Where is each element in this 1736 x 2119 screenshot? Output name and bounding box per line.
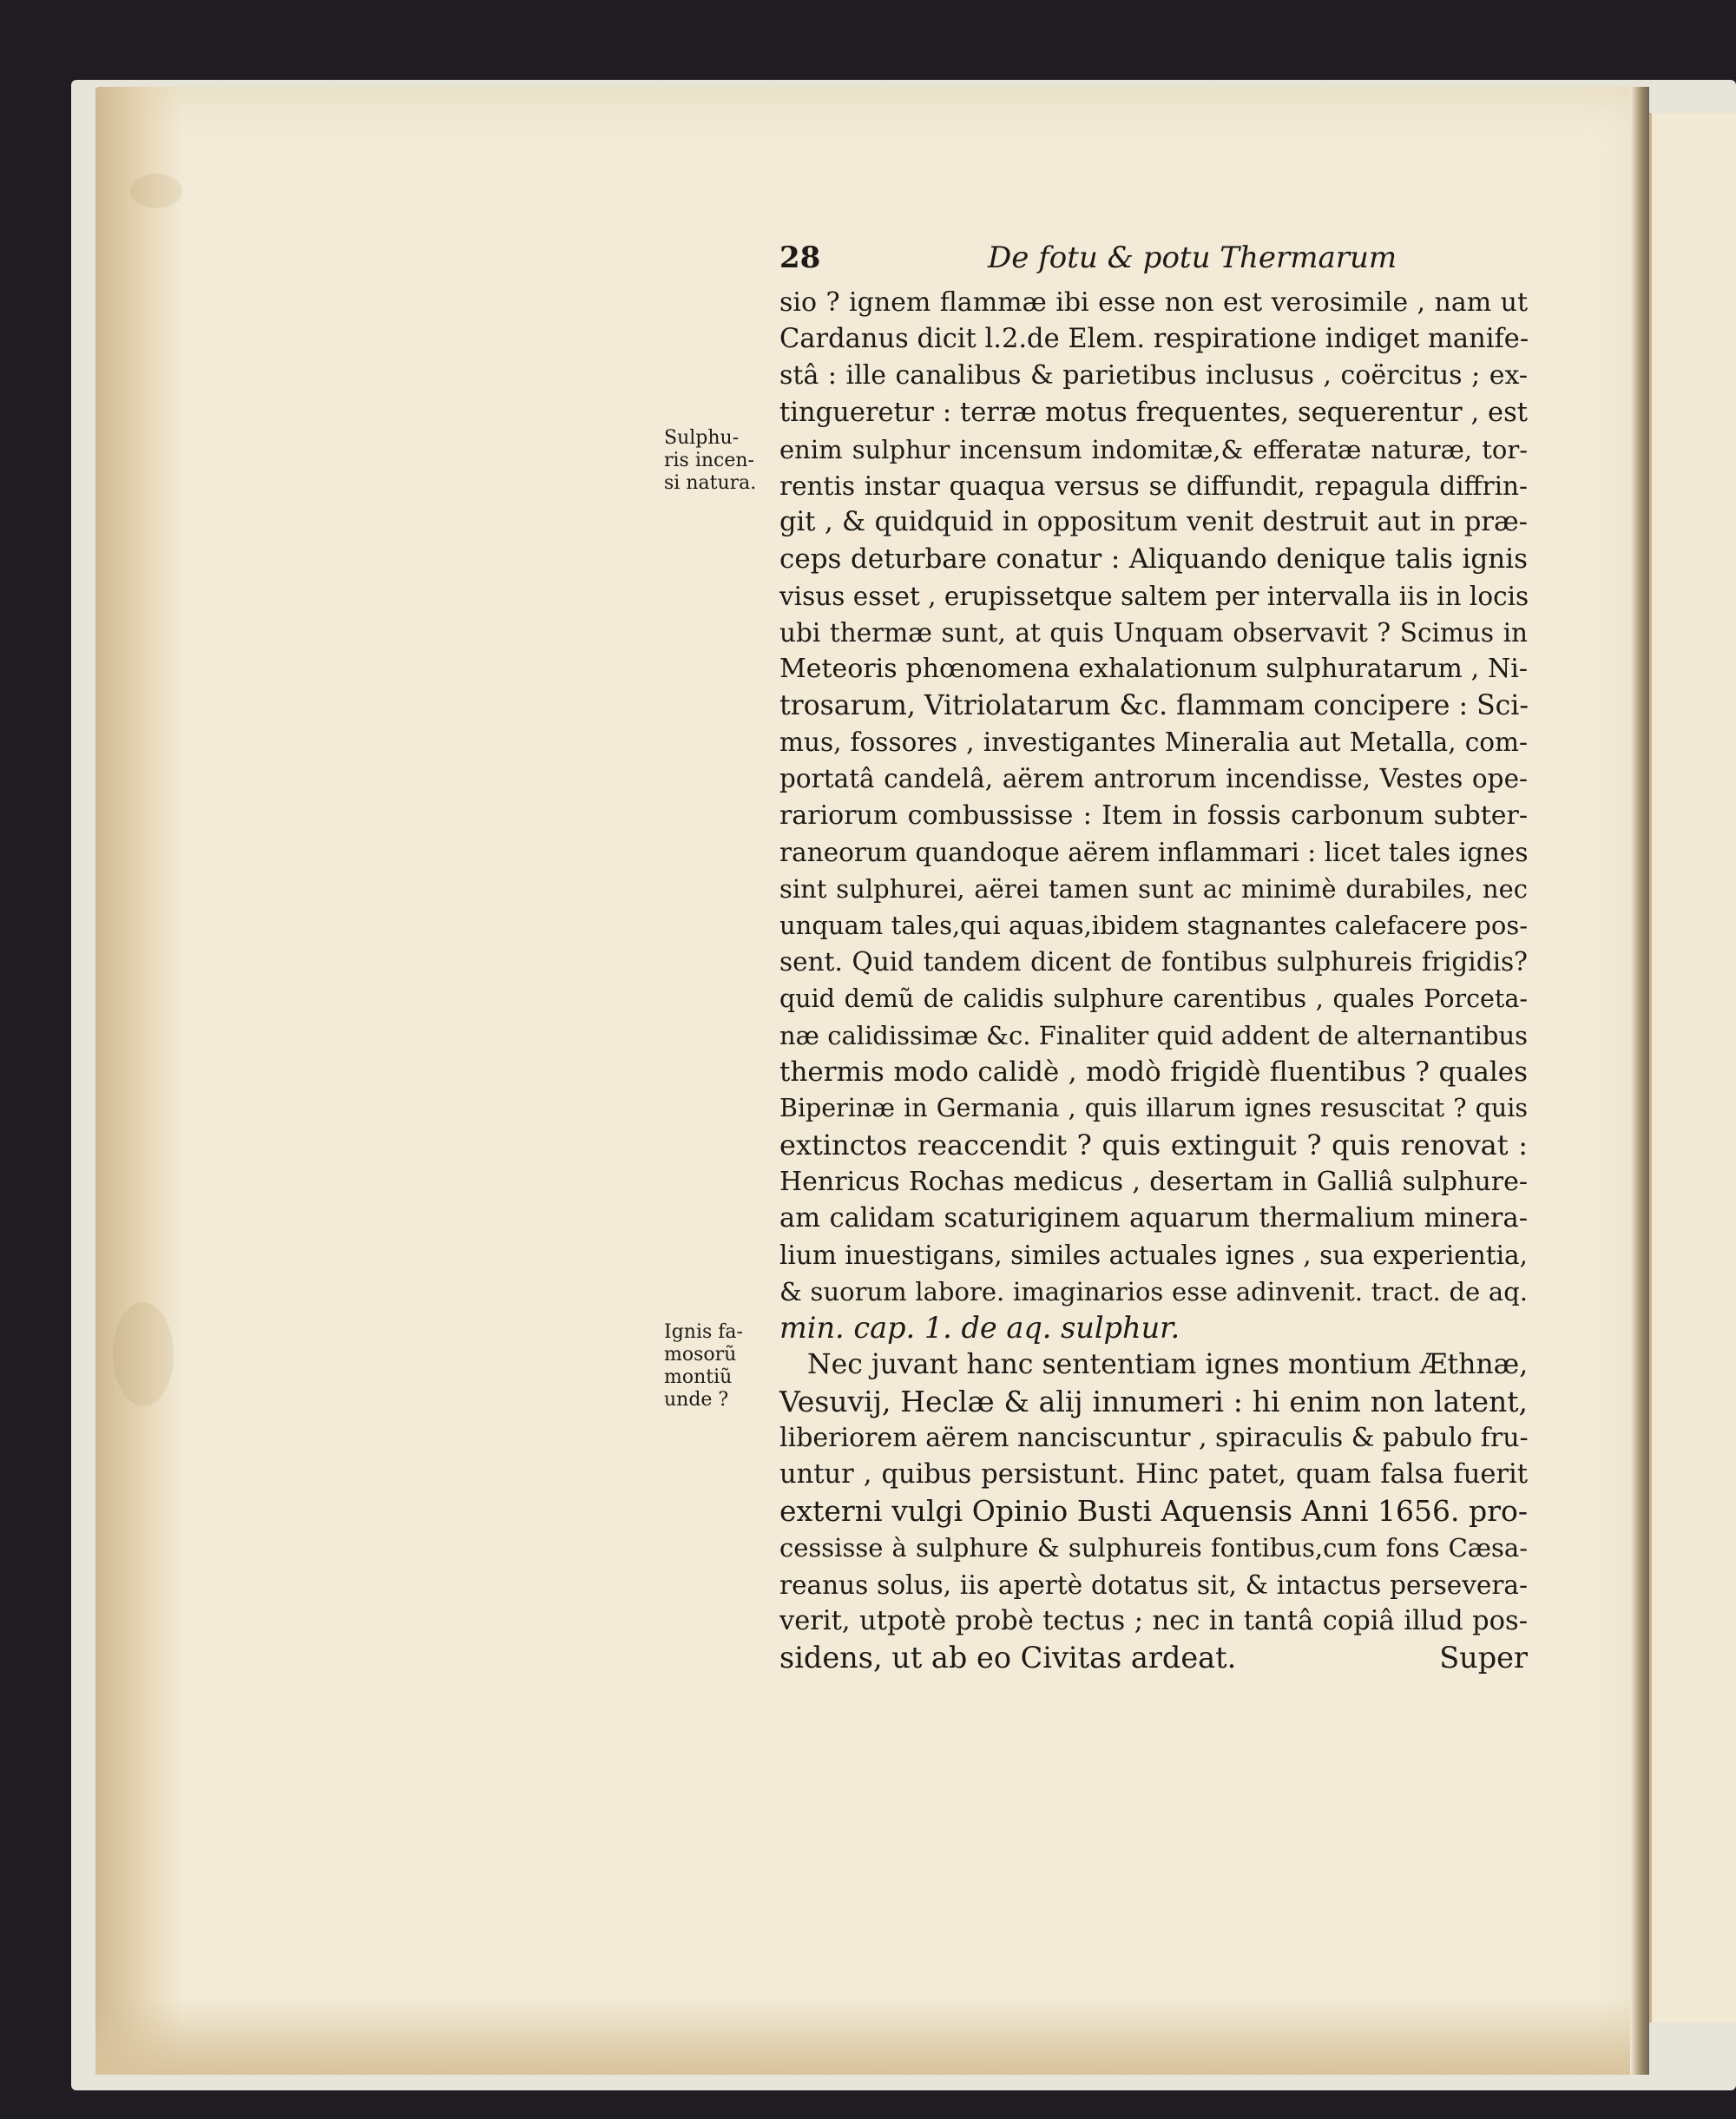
page-edge-stain xyxy=(95,87,182,2075)
facing-page-edge xyxy=(1649,113,1736,2023)
text-line: Meteoris phœnomena exhalationum sulphuratarum , Ni- xyxy=(779,653,1528,684)
text-line: næ calidissimæ &c. Finaliter quid addent de alternantibus xyxy=(779,1020,1528,1050)
text-line: liberiorem aërem nanciscuntur , spiraculis & pabulo fru- xyxy=(779,1422,1529,1453)
text-line: externi vulgi Opinio Busti Aquensis Anni 1656. pro- xyxy=(779,1494,1528,1529)
margin-note-ignis xyxy=(664,1321,743,1412)
text-line: cessisse à sulphure & sulphureis fontibus,cum fons Cæsa- xyxy=(779,1533,1528,1563)
margin-note-line: ris incen- xyxy=(664,450,754,471)
text-line: rariorum combussisse : Item in fossis carbonum subter- xyxy=(779,800,1528,831)
text-line: enim sulphur incensum indomitæ,& efferatæ naturæ, tor- xyxy=(779,434,1528,464)
text-line: visus esset , erupissetque saltem per intervalla iis in locis xyxy=(779,581,1529,611)
text-line: Vesuvij, Heclæ & alij innumeri : hi enim non latent, xyxy=(779,1384,1528,1418)
text-line: quid demũ de calidis sulphure carentibus , quales Porceta- xyxy=(779,984,1528,1013)
margin-note-sulphur xyxy=(664,427,756,495)
text-line: sio ? ignem flammæ ibi esse non est verosimile , nam ut xyxy=(779,287,1528,318)
text-line: Cardanus dicit l.2.de Elem. respiratione indiget manife- xyxy=(779,324,1529,355)
text-line: trosarum, Vitriolatarum &c. flammam concipere : Sci- xyxy=(779,690,1529,722)
text-line-paragraph-start: Nec juvant hanc sententiam ignes montium Æthnæ, xyxy=(807,1349,1529,1381)
text-line: mus, fossores , investigantes Mineralia aut Metalla, com- xyxy=(779,727,1528,758)
margin-note-line: Sulphu- xyxy=(664,427,740,449)
text-line: sent. Quid tandem dicent de fontibus sulphureis frigidis? xyxy=(779,947,1528,977)
text-line: Henricus Rochas medicus , desertam in Galliâ sulphure- xyxy=(779,1166,1528,1197)
margin-note-line: montiũ xyxy=(664,1366,733,1388)
margin-note-line: mosorũ xyxy=(664,1344,737,1366)
page-bottom-stain xyxy=(95,1997,1649,2075)
page-number: 28 xyxy=(779,240,821,275)
text-line: lium inuestigans, similes actuales ignes , sua experientia, xyxy=(779,1240,1528,1270)
text-line: portatâ candelâ, aërem antrorum incendisse, Vestes ope- xyxy=(779,764,1528,794)
text-line: verit, utpotè probè tectus ; nec in tantâ copiâ illud pos- xyxy=(779,1605,1528,1636)
running-header xyxy=(779,240,1526,280)
text-line: reanus solus, iis apertè dotatus sit, & intactus persevera- xyxy=(779,1570,1528,1600)
page-stain xyxy=(113,1302,174,1406)
catchword: Super xyxy=(1439,1640,1528,1675)
text-line: & suorum labore. imaginarios esse adinvenit. tract. de aq. xyxy=(779,1277,1528,1307)
text-line: tingueretur : terræ motus frequentes, sequerentur , est xyxy=(779,397,1528,428)
body-text xyxy=(779,285,1528,1676)
text-line: git , & quidquid in oppositum venit destruit aut in præ- xyxy=(779,507,1528,538)
text-line: extinctos reaccendit ? quis extinguit ? quis renovat : xyxy=(779,1129,1528,1162)
text-line: rentis instar quaqua versus se diffundit, repagula diffrin- xyxy=(779,471,1528,501)
running-title: De fotu & potu Thermarum xyxy=(988,240,1397,275)
text-line: thermis modo calidè , modò frigidè fluentibus ? quales xyxy=(779,1056,1528,1088)
text-line-final xyxy=(779,1640,1528,1676)
text-line: stâ : ille canalibus & parietibus inclusus , coërcitus ; ex- xyxy=(779,360,1528,392)
text-line: sidens, ut ab eo Civitas ardeat. xyxy=(779,1640,1237,1675)
text-line-citation: min. cap. 1. de aq. sulphur. xyxy=(779,1311,1180,1346)
margin-note-line: unde ? xyxy=(664,1389,729,1411)
page-stain xyxy=(130,174,182,208)
text-line: am calidam scaturiginem aquarum thermalium minera- xyxy=(779,1202,1528,1234)
margin-note-line: Ignis fa- xyxy=(664,1321,743,1343)
text-line: untur , quibus persistunt. Hinc patet, quam falsa fuerit xyxy=(779,1459,1528,1490)
book-gutter xyxy=(1630,87,1649,2075)
text-line: raneorum quandoque aërem inflammari : licet tales ignes xyxy=(779,837,1529,867)
text-line: sint sulphurei, aërei tamen sunt ac minimè durabiles, nec xyxy=(779,874,1528,904)
text-line: Biperinæ in Germania , quis illarum ignes resuscitat ? quis xyxy=(779,1094,1528,1123)
margin-note-line: si natura. xyxy=(664,472,757,494)
text-line: ubi thermæ sunt, at quis Unquam observavit ? Scimus in xyxy=(779,617,1528,648)
text-line: unquam tales,qui aquas,ibidem stagnantes calefacere pos- xyxy=(779,911,1528,941)
text-line: ceps deturbare conatur : Aliquando denique talis ignis xyxy=(779,543,1528,576)
